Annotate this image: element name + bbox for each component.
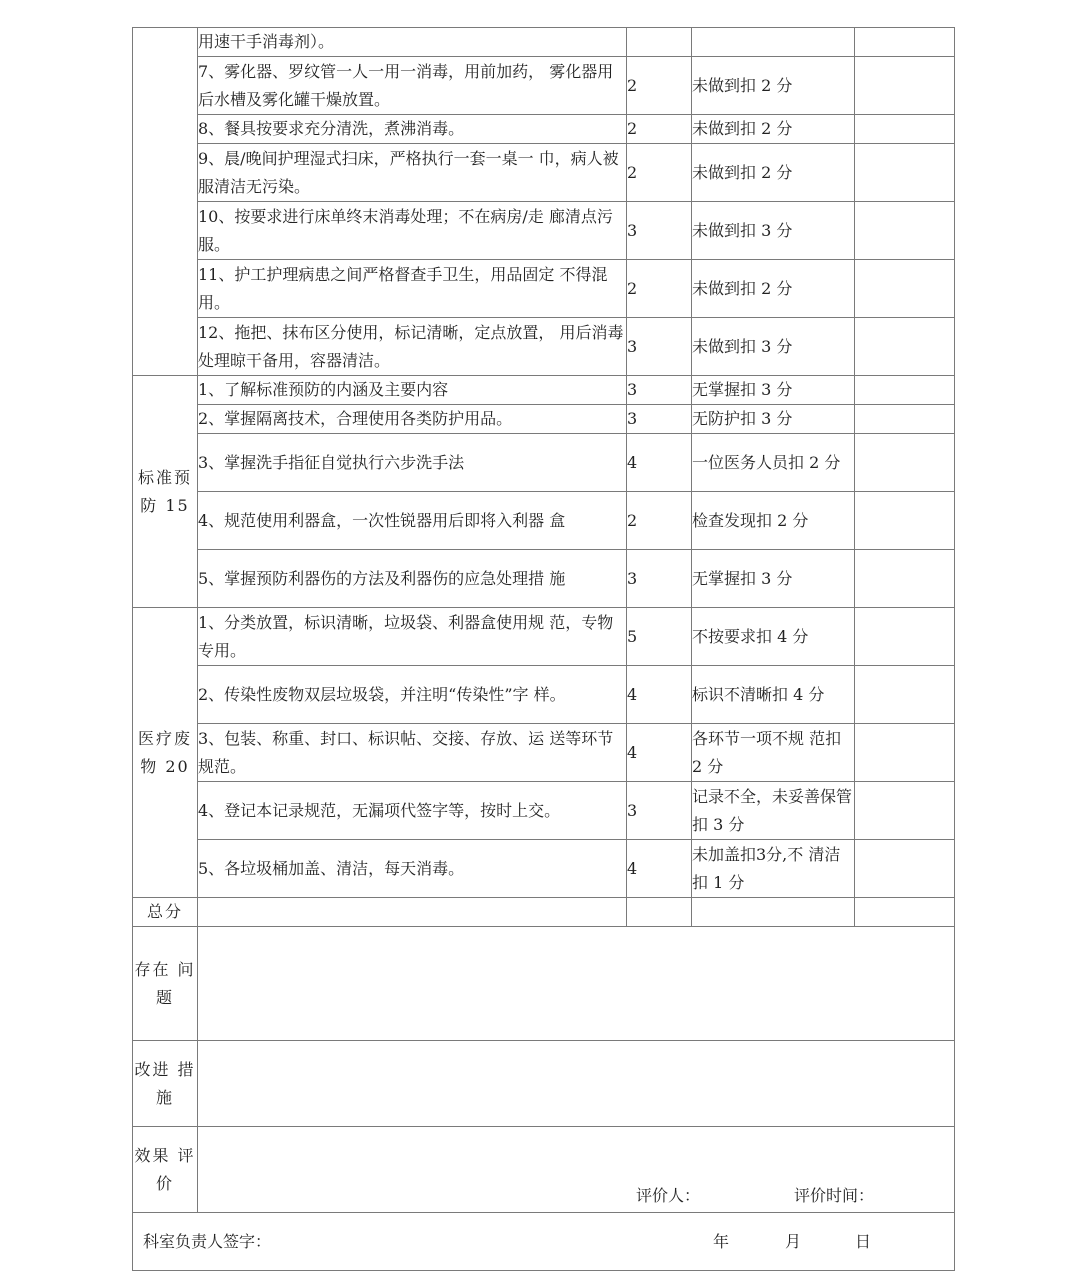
category-medical-waste: 医疗废物 20: [133, 608, 198, 898]
deduction-cell: 不按要求扣 4 分: [692, 608, 855, 666]
item-cell: 7、雾化器、罗纹管一人一用一消毒，用前加药， 雾化器用后水槽及雾化罐干燥放置。: [198, 57, 627, 115]
day-label: 日: [855, 1232, 872, 1251]
effect-row: [133, 1127, 955, 1213]
deduction-cell: 未做到扣 2 分: [692, 57, 855, 115]
item-cell: 9、晨/晚间护理湿式扫床，严格执行一套一桌一 巾，病人被服清洁无污染。: [198, 144, 627, 202]
table-row: [133, 144, 955, 202]
problems-field[interactable]: [198, 927, 955, 1041]
result-cell: [855, 550, 955, 608]
table-row: [133, 782, 955, 840]
total-score-cell: [627, 898, 692, 927]
item-cell: 11、护工护理病患之间严格督查手卫生，用品固定 不得混用。: [198, 260, 627, 318]
score-cell: 3: [627, 376, 692, 405]
table-row: [133, 666, 955, 724]
deduction-cell: 未做到扣 3 分: [692, 202, 855, 260]
table-row: [133, 28, 955, 57]
total-item-cell: [198, 898, 627, 927]
result-cell: [855, 376, 955, 405]
score-cell: 2: [627, 260, 692, 318]
deduction-cell: 未加盖扣3分,不 清洁扣 1 分: [692, 840, 855, 898]
result-cell: [855, 724, 955, 782]
category-cell-continued: [133, 28, 198, 376]
score-cell: 2: [627, 115, 692, 144]
improve-field[interactable]: [198, 1041, 955, 1127]
item-cell: 2、传染性废物双层垃圾袋，并注明“传染性”字 样。: [198, 666, 627, 724]
improve-label: 改进 措施: [133, 1041, 198, 1127]
score-cell: 4: [627, 724, 692, 782]
table-row: [133, 318, 955, 376]
table-row: [133, 405, 955, 434]
score-cell: 3: [627, 405, 692, 434]
result-cell: [855, 492, 955, 550]
table-row: [133, 115, 955, 144]
result-cell: [855, 260, 955, 318]
item-cell: 8、餐具按要求充分清洗，煮沸消毒。: [198, 115, 627, 144]
table-row: [133, 376, 955, 405]
item-cell: 1、了解标准预防的内涵及主要内容: [198, 376, 627, 405]
total-result-cell: [855, 898, 955, 927]
score-cell: 5: [627, 608, 692, 666]
item-cell: 1、分类放置，标识清晰，垃圾袋、利器盒使用规 范，专物专用。: [198, 608, 627, 666]
item-cell: 用速干手消毒剂）。: [198, 28, 627, 57]
result-cell: [855, 666, 955, 724]
table-row: [133, 840, 955, 898]
result-cell: [855, 782, 955, 840]
score-cell: 3: [627, 202, 692, 260]
item-cell: 10、按要求进行床单终末消毒处理；不在病房/走 廊清点污服。: [198, 202, 627, 260]
table-row: [133, 434, 955, 492]
deduction-cell: 一位医务人员扣 2 分: [692, 434, 855, 492]
table-row: [133, 492, 955, 550]
item-cell: 12、拖把、抹布区分使用，标记清晰，定点放置， 用后消毒处理晾干备用，容器清洁。: [198, 318, 627, 376]
result-cell: [855, 115, 955, 144]
signature-row: [133, 1213, 955, 1271]
item-cell: 3、掌握洗手指征自觉执行六步洗手法: [198, 434, 627, 492]
deduction-cell: 各环节一项不规 范扣 2 分: [692, 724, 855, 782]
deduction-cell: 检查发现扣 2 分: [692, 492, 855, 550]
score-cell: 4: [627, 666, 692, 724]
effect-label: 效果 评价: [133, 1127, 198, 1213]
deduction-cell: 未做到扣 2 分: [692, 144, 855, 202]
result-cell: [855, 144, 955, 202]
deduction-cell: 记录不全，未妥善保管扣 3 分: [692, 782, 855, 840]
score-cell: 4: [627, 840, 692, 898]
score-cell: 3: [627, 550, 692, 608]
deduction-cell: 标识不清晰扣 4 分: [692, 666, 855, 724]
result-cell: [855, 57, 955, 115]
total-deduction-cell: [692, 898, 855, 927]
score-cell: 2: [627, 492, 692, 550]
category-standard-precautions: 标准预防 15: [133, 376, 198, 608]
deduction-cell: 无掌握扣 3 分: [692, 550, 855, 608]
month-label: 月: [785, 1232, 802, 1251]
score-cell: 2: [627, 57, 692, 115]
deduction-cell: 无防护扣 3 分: [692, 405, 855, 434]
table-row: [133, 608, 955, 666]
table-row: [133, 260, 955, 318]
signature-cell: [133, 1213, 955, 1271]
score-cell: 4: [627, 434, 692, 492]
result-cell: [855, 28, 955, 57]
result-cell: [855, 840, 955, 898]
score-cell: [627, 28, 692, 57]
score-cell: 3: [627, 318, 692, 376]
item-cell: 4、规范使用利器盒，一次性锐器用后即将入利器 盒: [198, 492, 627, 550]
inspection-table: [132, 27, 955, 1271]
table-row: [133, 57, 955, 115]
deduction-cell: 无掌握扣 3 分: [692, 376, 855, 405]
result-cell: [855, 434, 955, 492]
deduction-cell: 未做到扣 2 分: [692, 260, 855, 318]
deduction-cell: [692, 28, 855, 57]
item-cell: 5、掌握预防利器伤的方法及利器伤的应急处理措 施: [198, 550, 627, 608]
total-label: 总分: [133, 898, 198, 927]
table-row: [133, 550, 955, 608]
result-cell: [855, 318, 955, 376]
improve-row: [133, 1041, 955, 1127]
score-cell: 3: [627, 782, 692, 840]
total-row: [133, 898, 955, 927]
signature-label: 科室负责人签字：: [143, 1232, 272, 1251]
score-cell: 2: [627, 144, 692, 202]
table-row: [133, 202, 955, 260]
deduction-cell: 未做到扣 2 分: [692, 115, 855, 144]
result-cell: [855, 608, 955, 666]
eval-time-label: 评价时间：: [794, 1186, 875, 1205]
effect-field[interactable]: [198, 1127, 955, 1213]
problems-row: [133, 927, 955, 1041]
evaluator-label: 评价人：: [636, 1186, 701, 1205]
item-cell: 2、掌握隔离技术，合理使用各类防护用品。: [198, 405, 627, 434]
deduction-cell: 未做到扣 3 分: [692, 318, 855, 376]
table-row: [133, 724, 955, 782]
year-label: 年: [713, 1232, 730, 1251]
item-cell: 4、登记本记录规范，无漏项代签字等，按时上交。: [198, 782, 627, 840]
problems-label: 存在 问题: [133, 927, 198, 1041]
result-cell: [855, 202, 955, 260]
result-cell: [855, 405, 955, 434]
item-cell: 5、各垃圾桶加盖、清洁，每天消毒。: [198, 840, 627, 898]
item-cell: 3、包装、称重、封口、标识帖、交接、存放、运 送等环节规范。: [198, 724, 627, 782]
